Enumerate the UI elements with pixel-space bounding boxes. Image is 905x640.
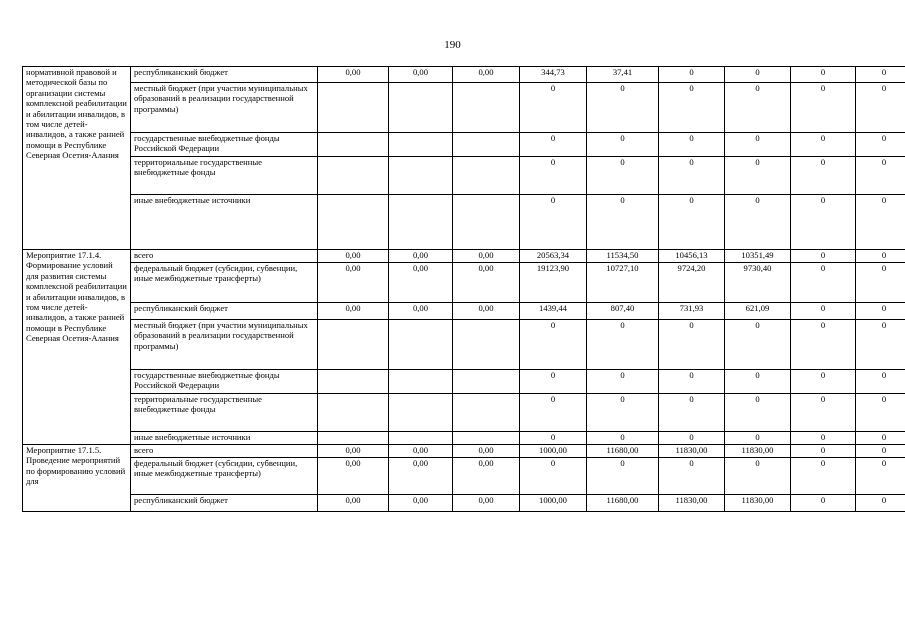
funding-source-cell: местный бюджет (при участии муниципальных образований в реализации государственной программы) [131, 320, 318, 370]
amount-cell [453, 432, 520, 445]
amount-cell [318, 320, 389, 370]
amount-cell [389, 370, 453, 394]
amount-cell [318, 157, 389, 195]
amount-cell: 0,00 [318, 263, 389, 303]
amount-cell: 0 [659, 432, 725, 445]
table-row [23, 458, 905, 495]
amount-cell [389, 195, 453, 250]
amount-cell [389, 157, 453, 195]
amount-cell: 0 [725, 133, 791, 157]
amount-cell: 807,40 [587, 303, 659, 320]
table-row [23, 320, 905, 370]
amount-cell: 9730,40 [725, 263, 791, 303]
funding-source-cell: республиканский бюджет [131, 495, 318, 512]
amount-cell: 0 [587, 195, 659, 250]
amount-cell: 0,00 [389, 458, 453, 495]
amount-cell: 0 [587, 320, 659, 370]
amount-cell: 0 [856, 370, 905, 394]
amount-cell: 0 [587, 370, 659, 394]
amount-cell: 0,00 [389, 250, 453, 263]
amount-cell: 0,00 [318, 303, 389, 320]
amount-cell: 0 [725, 458, 791, 495]
amount-cell [318, 432, 389, 445]
amount-cell: 0,00 [318, 458, 389, 495]
amount-cell: 10727,10 [587, 263, 659, 303]
amount-cell: 0 [791, 394, 856, 432]
amount-cell: 0 [587, 157, 659, 195]
amount-cell: 11680,00 [587, 495, 659, 512]
funding-source-cell: государственные внебюджетные фонды Российской Федерации [131, 133, 318, 157]
table-row [23, 195, 905, 250]
amount-cell: 1000,00 [520, 445, 587, 458]
amount-cell: 0,00 [318, 67, 389, 83]
amount-cell: 344,73 [520, 67, 587, 83]
amount-cell: 0 [520, 83, 587, 133]
amount-cell: 0 [856, 495, 905, 512]
amount-cell: 0 [791, 250, 856, 263]
funding-source-cell: республиканский бюджет [131, 67, 318, 83]
funding-source-cell: местный бюджет (при участии муниципальных образований в реализации государственной программы) [131, 83, 318, 133]
amount-cell: 1000,00 [520, 495, 587, 512]
amount-cell: 0 [856, 303, 905, 320]
amount-cell: 11830,00 [659, 495, 725, 512]
page-number: 190 [444, 39, 461, 51]
table-row [23, 432, 905, 445]
event-name-cell: Мероприятие 17.1.4. Формирование условий для развития системы комплексной реабилитации и абилитации инвалидов, в том числе детей-инвалидов, а также ранней помощи в Республике Северная Осетия-Алания [23, 250, 131, 445]
amount-cell: 0 [659, 83, 725, 133]
amount-cell: 0,00 [389, 263, 453, 303]
amount-cell: 0,00 [318, 495, 389, 512]
amount-cell: 0 [856, 133, 905, 157]
amount-cell: 0 [856, 394, 905, 432]
table-row [23, 83, 905, 133]
amount-cell: 0 [791, 195, 856, 250]
amount-cell: 0 [725, 320, 791, 370]
amount-cell [389, 83, 453, 133]
amount-cell: 0 [520, 458, 587, 495]
amount-cell [453, 157, 520, 195]
amount-cell: 0 [791, 445, 856, 458]
amount-cell: 0 [856, 67, 905, 83]
amount-cell: 0 [587, 458, 659, 495]
amount-cell: 0 [587, 83, 659, 133]
amount-cell: 0 [856, 445, 905, 458]
amount-cell: 0 [587, 432, 659, 445]
amount-cell: 10351,49 [725, 250, 791, 263]
amount-cell: 0,00 [318, 250, 389, 263]
amount-cell: 0,00 [389, 303, 453, 320]
amount-cell: 0,00 [453, 458, 520, 495]
amount-cell: 0 [791, 495, 856, 512]
funding-source-cell: всего [131, 445, 318, 458]
amount-cell: 0 [791, 432, 856, 445]
table-row [23, 394, 905, 432]
amount-cell: 0 [659, 133, 725, 157]
amount-cell: 0 [659, 370, 725, 394]
funding-source-cell: территориальные государственные внебюджетные фонды [131, 394, 318, 432]
amount-cell: 0 [520, 157, 587, 195]
amount-cell [389, 133, 453, 157]
amount-cell: 0 [856, 263, 905, 303]
amount-cell: 0 [791, 157, 856, 195]
amount-cell: 0 [725, 67, 791, 83]
amount-cell: 11830,00 [725, 445, 791, 458]
amount-cell: 0 [856, 157, 905, 195]
amount-cell: 0 [659, 394, 725, 432]
amount-cell: 0 [791, 303, 856, 320]
amount-cell: 0 [725, 370, 791, 394]
amount-cell: 0 [725, 195, 791, 250]
amount-cell: 0 [791, 133, 856, 157]
amount-cell: 20563,34 [520, 250, 587, 263]
amount-cell: 0 [659, 458, 725, 495]
table-row [23, 263, 905, 303]
table-row [23, 250, 905, 263]
amount-cell: 0 [856, 250, 905, 263]
amount-cell: 0,00 [389, 445, 453, 458]
funding-source-cell: республиканский бюджет [131, 303, 318, 320]
funding-source-cell: всего [131, 250, 318, 263]
amount-cell: 0 [791, 320, 856, 370]
amount-cell: 0 [856, 83, 905, 133]
funding-source-cell: территориальные государственные внебюджетные фонды [131, 157, 318, 195]
amount-cell: 0 [659, 67, 725, 83]
event-name-cell: Мероприятие 17.1.5. Проведение мероприятий по формированию условий для [23, 445, 131, 512]
amount-cell: 0 [856, 432, 905, 445]
amount-cell: 11830,00 [725, 495, 791, 512]
amount-cell: 19123,90 [520, 263, 587, 303]
amount-cell: 11680,00 [587, 445, 659, 458]
amount-cell: 0,00 [453, 263, 520, 303]
amount-cell: 731,93 [659, 303, 725, 320]
amount-cell: 0,00 [389, 67, 453, 83]
amount-cell [453, 320, 520, 370]
amount-cell [318, 195, 389, 250]
amount-cell: 0,00 [453, 445, 520, 458]
funding-source-cell: иные внебюджетные источники [131, 432, 318, 445]
table-row [23, 495, 905, 512]
amount-cell: 11830,00 [659, 445, 725, 458]
amount-cell: 621,09 [725, 303, 791, 320]
amount-cell: 0 [725, 394, 791, 432]
event-name-cell: нормативной правовой и методической базы по организации системы комплексной реабилитации и абилитации инвалидов, в том числе детей-инвалидов, а также ранней помощи в Республике Северная Осетия-Алания [23, 67, 131, 250]
amount-cell: 0,00 [318, 445, 389, 458]
amount-cell [318, 370, 389, 394]
amount-cell: 0 [725, 157, 791, 195]
amount-cell: 0 [520, 133, 587, 157]
funding-source-cell: федеральный бюджет (субсидии, субвенции, иные межбюджетные трансферты) [131, 458, 318, 495]
table-row [23, 67, 905, 83]
amount-cell: 0,00 [453, 250, 520, 263]
amount-cell: 0,00 [453, 495, 520, 512]
amount-cell: 0 [587, 394, 659, 432]
table-row [23, 133, 905, 157]
amount-cell [453, 195, 520, 250]
amount-cell: 0 [856, 320, 905, 370]
table-row [23, 303, 905, 320]
amount-cell: 0 [791, 370, 856, 394]
amount-cell: 0 [520, 432, 587, 445]
table-row [23, 157, 905, 195]
amount-cell: 37,41 [587, 67, 659, 83]
amount-cell: 0 [520, 370, 587, 394]
amount-cell [453, 370, 520, 394]
amount-cell: 0 [791, 67, 856, 83]
table-row [23, 445, 905, 458]
amount-cell: 9724,20 [659, 263, 725, 303]
amount-cell: 0 [856, 458, 905, 495]
amount-cell: 10456,13 [659, 250, 725, 263]
amount-cell: 0,00 [453, 67, 520, 83]
amount-cell: 0 [725, 83, 791, 133]
amount-cell [453, 83, 520, 133]
amount-cell: 0,00 [453, 303, 520, 320]
table-row [23, 370, 905, 394]
funding-source-cell: иные внебюджетные источники [131, 195, 318, 250]
amount-cell: 0 [587, 133, 659, 157]
amount-cell: 0 [659, 195, 725, 250]
amount-cell [318, 83, 389, 133]
amount-cell: 0 [520, 195, 587, 250]
amount-cell: 0 [725, 432, 791, 445]
amount-cell [318, 394, 389, 432]
amount-cell [318, 133, 389, 157]
amount-cell [453, 133, 520, 157]
amount-cell: 1439,44 [520, 303, 587, 320]
amount-cell [453, 394, 520, 432]
amount-cell [389, 394, 453, 432]
amount-cell: 0 [791, 458, 856, 495]
amount-cell: 0 [791, 83, 856, 133]
amount-cell: 0 [791, 263, 856, 303]
amount-cell [389, 432, 453, 445]
amount-cell: 0 [856, 195, 905, 250]
funding-source-cell: федеральный бюджет (субсидии, субвенции, иные межбюджетные трансферты) [131, 263, 318, 303]
amount-cell: 0 [520, 320, 587, 370]
budget-table [22, 66, 905, 512]
amount-cell: 11534,50 [587, 250, 659, 263]
funding-source-cell: государственные внебюджетные фонды Российской Федерации [131, 370, 318, 394]
amount-cell: 0,00 [389, 495, 453, 512]
amount-cell: 0 [520, 394, 587, 432]
amount-cell [389, 320, 453, 370]
amount-cell: 0 [659, 320, 725, 370]
amount-cell: 0 [659, 157, 725, 195]
